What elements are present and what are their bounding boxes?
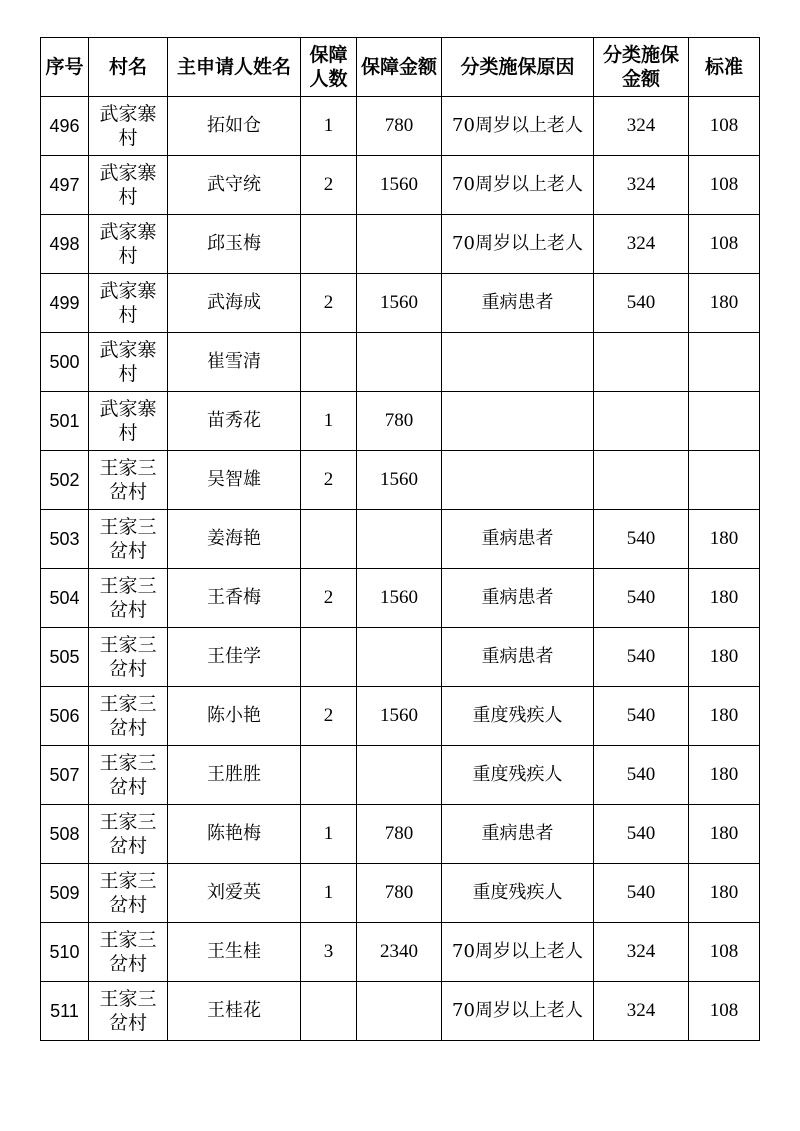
- cell-village: 王家三岔村: [89, 451, 168, 510]
- cell-persons: 1: [301, 392, 357, 451]
- cell-village: 王家三岔村: [89, 628, 168, 687]
- table-row: [41, 569, 760, 628]
- cell-reason: 70周岁以上老人: [442, 215, 594, 274]
- cell-category-amount: 324: [594, 156, 689, 215]
- cell-amount: [357, 982, 442, 1041]
- cell-reason: [442, 451, 594, 510]
- cell-reason: 70周岁以上老人: [442, 982, 594, 1041]
- cell-category-amount: 540: [594, 864, 689, 923]
- cell-seq: 496: [41, 97, 89, 156]
- cell-persons: [301, 628, 357, 687]
- cell-reason: 重病患者: [442, 274, 594, 333]
- table-row: [41, 215, 760, 274]
- cell-applicant-name: 邱玉梅: [168, 215, 301, 274]
- cell-amount: 1560: [357, 451, 442, 510]
- header-applicant: 主申请人姓名: [168, 38, 301, 97]
- cell-seq: 507: [41, 746, 89, 805]
- header-village: 村名: [89, 38, 168, 97]
- header-standard: 标准: [689, 38, 760, 97]
- cell-reason: [442, 392, 594, 451]
- cell-applicant-name: 崔雪清: [168, 333, 301, 392]
- cell-amount: [357, 510, 442, 569]
- header-reason: 分类施保原因: [442, 38, 594, 97]
- cell-category-amount: 540: [594, 805, 689, 864]
- cell-category-amount: [594, 392, 689, 451]
- cell-seq: 502: [41, 451, 89, 510]
- cell-category-amount: 324: [594, 923, 689, 982]
- cell-seq: 510: [41, 923, 89, 982]
- cell-amount: 780: [357, 97, 442, 156]
- cell-category-amount: 540: [594, 569, 689, 628]
- cell-village: 王家三岔村: [89, 746, 168, 805]
- cell-applicant-name: 王香梅: [168, 569, 301, 628]
- cell-amount: [357, 746, 442, 805]
- table-row: [41, 982, 760, 1041]
- cell-seq: 504: [41, 569, 89, 628]
- cell-amount: 780: [357, 805, 442, 864]
- cell-persons: [301, 746, 357, 805]
- table-row: [41, 392, 760, 451]
- table-row: [41, 628, 760, 687]
- cell-persons: 3: [301, 923, 357, 982]
- cell-village: 武家寨村: [89, 215, 168, 274]
- table-row: [41, 805, 760, 864]
- cell-amount: 780: [357, 392, 442, 451]
- cell-village: 王家三岔村: [89, 923, 168, 982]
- cell-category-amount: 540: [594, 628, 689, 687]
- cell-standard: 108: [689, 215, 760, 274]
- cell-reason: 70周岁以上老人: [442, 156, 594, 215]
- cell-applicant-name: 苗秀花: [168, 392, 301, 451]
- cell-category-amount: 540: [594, 274, 689, 333]
- cell-amount: [357, 215, 442, 274]
- cell-reason: [442, 333, 594, 392]
- cell-village: 武家寨村: [89, 156, 168, 215]
- cell-seq: 505: [41, 628, 89, 687]
- cell-standard: 180: [689, 510, 760, 569]
- cell-standard: 108: [689, 923, 760, 982]
- cell-reason: 重度残疾人: [442, 864, 594, 923]
- cell-applicant-name: 武守统: [168, 156, 301, 215]
- cell-amount: 1560: [357, 569, 442, 628]
- cell-persons: 2: [301, 569, 357, 628]
- cell-seq: 498: [41, 215, 89, 274]
- cell-persons: [301, 982, 357, 1041]
- cell-seq: 501: [41, 392, 89, 451]
- cell-category-amount: 324: [594, 982, 689, 1041]
- table-row: [41, 923, 760, 982]
- cell-village: 王家三岔村: [89, 510, 168, 569]
- cell-applicant-name: 拓如仓: [168, 97, 301, 156]
- cell-reason: 重病患者: [442, 805, 594, 864]
- cell-village: 武家寨村: [89, 333, 168, 392]
- header-seq: 序号: [41, 38, 89, 97]
- table-row: [41, 864, 760, 923]
- cell-seq: 509: [41, 864, 89, 923]
- cell-seq: 497: [41, 156, 89, 215]
- cell-village: 武家寨村: [89, 274, 168, 333]
- cell-amount: 1560: [357, 156, 442, 215]
- cell-standard: 108: [689, 982, 760, 1041]
- table-body: [41, 97, 760, 1041]
- cell-standard: 180: [689, 864, 760, 923]
- cell-persons: [301, 333, 357, 392]
- cell-persons: 2: [301, 687, 357, 746]
- cell-amount: 780: [357, 864, 442, 923]
- cell-applicant-name: 陈小艳: [168, 687, 301, 746]
- cell-standard: [689, 392, 760, 451]
- cell-persons: [301, 215, 357, 274]
- cell-persons: 1: [301, 97, 357, 156]
- cell-applicant-name: 姜海艳: [168, 510, 301, 569]
- cell-reason: 重病患者: [442, 628, 594, 687]
- cell-applicant-name: 陈艳梅: [168, 805, 301, 864]
- cell-applicant-name: 王佳学: [168, 628, 301, 687]
- cell-persons: 1: [301, 805, 357, 864]
- table-row: [41, 510, 760, 569]
- cell-category-amount: 324: [594, 215, 689, 274]
- cell-standard: 108: [689, 97, 760, 156]
- cell-category-amount: [594, 451, 689, 510]
- cell-reason: 重度残疾人: [442, 687, 594, 746]
- cell-standard: 180: [689, 628, 760, 687]
- cell-applicant-name: 王生桂: [168, 923, 301, 982]
- cell-standard: 180: [689, 805, 760, 864]
- cell-seq: 506: [41, 687, 89, 746]
- cell-category-amount: [594, 333, 689, 392]
- cell-amount: 2340: [357, 923, 442, 982]
- table-row: [41, 687, 760, 746]
- cell-standard: 108: [689, 156, 760, 215]
- cell-reason: 重病患者: [442, 510, 594, 569]
- cell-category-amount: 540: [594, 746, 689, 805]
- cell-persons: [301, 510, 357, 569]
- cell-seq: 500: [41, 333, 89, 392]
- cell-persons: 1: [301, 864, 357, 923]
- cell-village: 王家三岔村: [89, 569, 168, 628]
- cell-village: 王家三岔村: [89, 805, 168, 864]
- cell-seq: 499: [41, 274, 89, 333]
- cell-standard: 180: [689, 569, 760, 628]
- cell-seq: 508: [41, 805, 89, 864]
- cell-seq: 511: [41, 982, 89, 1041]
- cell-persons: 2: [301, 156, 357, 215]
- header-amount: 保障金额: [357, 38, 442, 97]
- cell-standard: 180: [689, 746, 760, 805]
- cell-standard: 180: [689, 687, 760, 746]
- cell-amount: 1560: [357, 274, 442, 333]
- header-row: [41, 38, 760, 97]
- cell-persons: 2: [301, 274, 357, 333]
- cell-amount: [357, 628, 442, 687]
- cell-category-amount: 540: [594, 510, 689, 569]
- header-category-amount: 分类施保金额: [594, 38, 689, 97]
- cell-reason: 重病患者: [442, 569, 594, 628]
- cell-reason: 70周岁以上老人: [442, 97, 594, 156]
- table-header: [41, 38, 760, 97]
- cell-standard: [689, 451, 760, 510]
- cell-village: 武家寨村: [89, 97, 168, 156]
- cell-reason: 重度残疾人: [442, 746, 594, 805]
- cell-persons: 2: [301, 451, 357, 510]
- cell-standard: 180: [689, 274, 760, 333]
- cell-applicant-name: 王胜胜: [168, 746, 301, 805]
- header-persons: 保障人数: [301, 38, 357, 97]
- assistance-table: [40, 37, 760, 1041]
- table-row: [41, 274, 760, 333]
- table-row: [41, 451, 760, 510]
- cell-category-amount: 324: [594, 97, 689, 156]
- cell-reason: 70周岁以上老人: [442, 923, 594, 982]
- cell-amount: [357, 333, 442, 392]
- cell-applicant-name: 刘爱英: [168, 864, 301, 923]
- cell-village: 王家三岔村: [89, 687, 168, 746]
- cell-village: 王家三岔村: [89, 864, 168, 923]
- cell-category-amount: 540: [594, 687, 689, 746]
- table-row: [41, 746, 760, 805]
- cell-amount: 1560: [357, 687, 442, 746]
- table-row: [41, 156, 760, 215]
- cell-village: 王家三岔村: [89, 982, 168, 1041]
- cell-applicant-name: 王桂花: [168, 982, 301, 1041]
- cell-standard: [689, 333, 760, 392]
- cell-applicant-name: 吴智雄: [168, 451, 301, 510]
- table-row: [41, 97, 760, 156]
- table-row: [41, 333, 760, 392]
- cell-applicant-name: 武海成: [168, 274, 301, 333]
- cell-seq: 503: [41, 510, 89, 569]
- cell-village: 武家寨村: [89, 392, 168, 451]
